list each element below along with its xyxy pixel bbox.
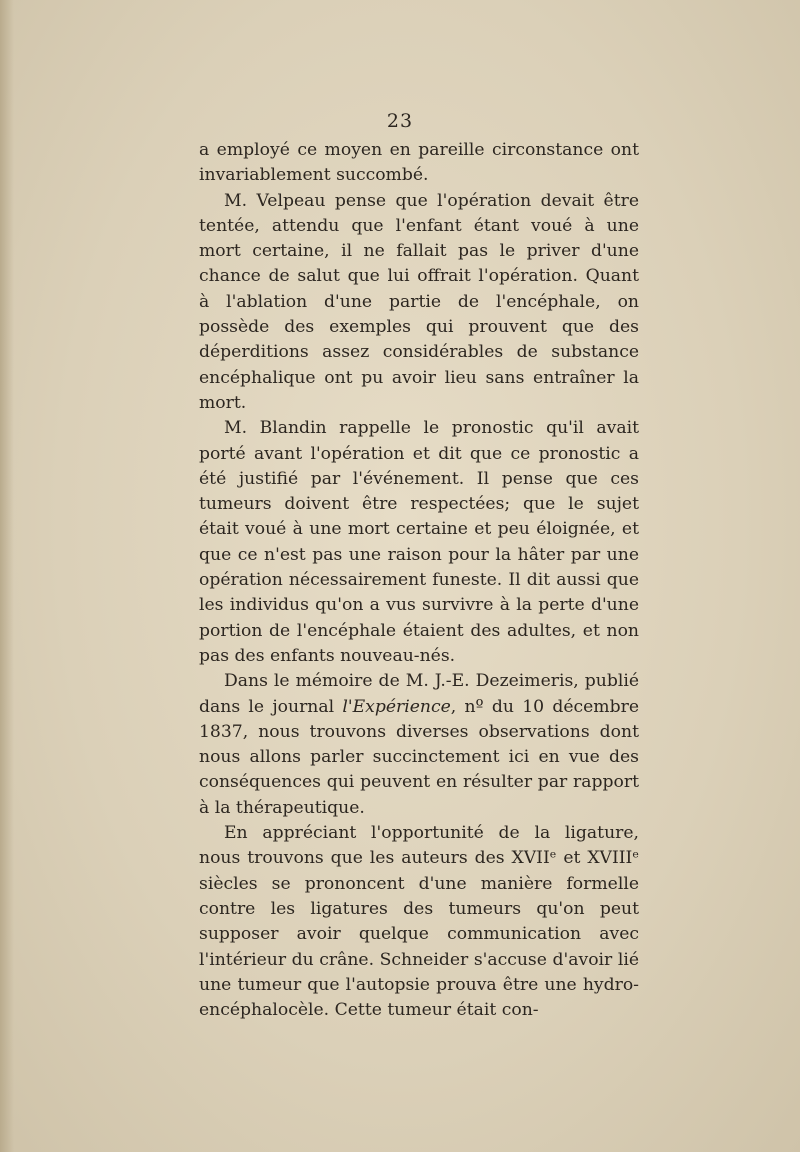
paragraph-4-before: Dans le mémoire de M. J.-E. Dezeimeris, publié dans le journal [199,671,639,717]
paragraph-2: M. Velpeau pense que l'opération devait être tentée, attendu que l'enfant étant voué à une mort certaine, il ne fallait pas le priver d'une chance de salut que lui offrait l'opération. Quant à l'ablation d'une partie de l'encéphale, on possède des exemples qui prouvent que des déperditions assez considérables de substance encéphalique ont pu avoir lieu sans entraîner la mort. [199,190,639,413]
body-text [199,138,639,1023]
paragraph-4 [199,669,639,821]
page-edge-shadow [0,0,14,1152]
paragraph-1: a employé ce moyen en pareille circonstance ont invariablement succombé. [199,140,639,186]
journal-title: l'Expérience [342,696,451,717]
paragraph-3: M. Blandin rappelle le pronostic qu'il avait porté avant l'opération et dit que ce pronostic a été justifié par l'événement. Il pense que ces tumeurs doivent être respectées; que le sujet était voué à une mort certaine et peu éloignée, et que ce n'est pas une raison pour la hâter par une opération nécessairement funeste. Il dit aussi que les individus qu'on a vus survivre à la perte d'une portion de l'encéphale étaient des adultes, et non pas des enfants nouveau-nés. [199,418,639,666]
page-number: 23 [386,110,414,132]
paragraph-4-after: , nº du 10 décembre 1837, nous trouvons diverses observations dont nous allons parler succinctement ici en vue des conséquences qui peuvent en résulter par rapport à la thérapeutique. [199,696,639,818]
paragraph-5: En appréciant l'opportunité de la ligature, nous trouvons que les auteurs des XVIIᵉ et XVIIIᵉ siècles se prononcent d'une manière formelle contre les ligatures des tumeurs qu'on peut supposer avoir quelque communication avec l'intérieur du crâne. Schneider s'accuse d'avoir lié une tumeur que l'autopsie prouva être une hydro-encéphalocèle. Cette tumeur était con- [199,823,639,1021]
